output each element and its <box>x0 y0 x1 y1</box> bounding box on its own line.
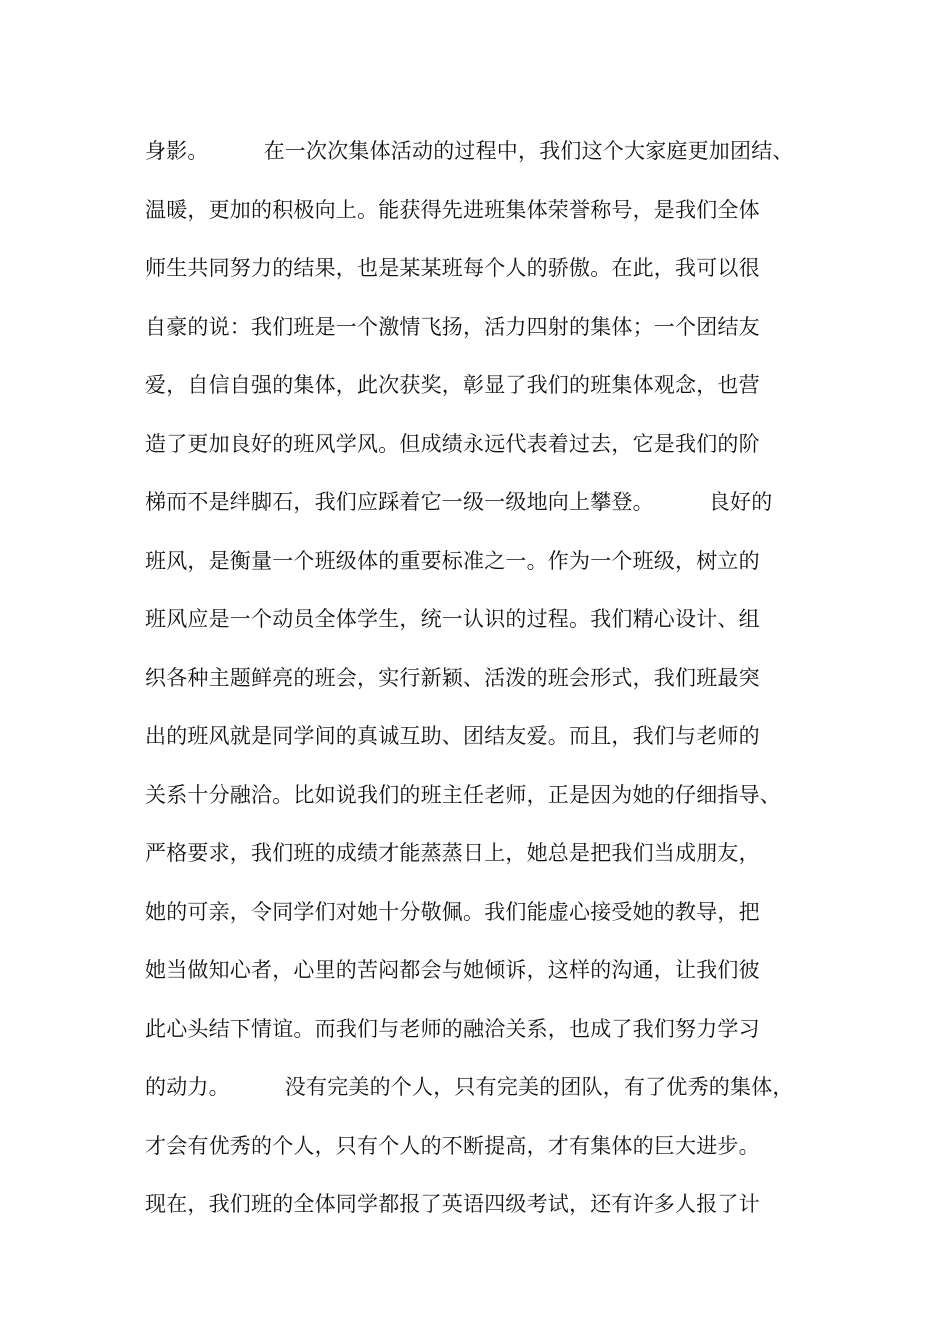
text-line-6: 造了更加良好的班风学风。但成绩永远代表着过去，它是我们的阶 <box>145 431 760 456</box>
text-line-15: 她当做知心者，心里的苦闷都会与她倾诉，这样的沟通，让我们彼 <box>145 958 760 982</box>
text-line-3: 师生共同努力的结果，也是某某班每个人的骄傲。在此，我可以很 <box>145 256 760 280</box>
text-line-10: 织各种主题鲜亮的班会，实行新颖、活泼的班会形式，我们班最突 <box>145 665 760 690</box>
text-line-2: 温暖，更加的积极向上。能获得先进班集体荣誉称号，是我们全体 <box>145 197 760 222</box>
text-line-19: 现在，我们班的全体同学都报了英语四级考试，还有许多人报了计 <box>145 1192 760 1216</box>
text-line-4: 自豪的说：我们班是一个激情飞扬，活力四射的集体；一个团结友 <box>145 314 760 339</box>
text-line-5: 爱，自信自强的集体，此次获奖，彰显了我们的班集体观念，也营 <box>145 373 760 397</box>
text-line-1: 身影。 在一次次集体活动的过程中，我们这个大家庭更加团结、 <box>145 139 794 163</box>
text-line-14: 她的可亲，令同学们对她十分敬佩。我们能虚心接受她的教导，把 <box>145 899 760 924</box>
text-line-12: 关系十分融洽。比如说我们的班主任老师，正是因为她的仔细指导、 <box>145 782 781 807</box>
text-line-16: 此心头结下情谊。而我们与老师的融洽关系，也成了我们努力学习 <box>145 1016 760 1041</box>
text-line-7: 梯而不是绊脚石，我们应踩着它一级一级地向上攀登。 良好的 <box>145 490 773 514</box>
text-line-17: 的动力。 没有完美的个人，只有完美的团队，有了优秀的集体， <box>145 1075 794 1099</box>
text-line-8: 班风，是衡量一个班级体的重要标准之一。作为一个班级，树立的 <box>145 548 760 573</box>
text-line-11: 出的班风就是同学间的真诚互助、团结友爱。而且，我们与老师的 <box>145 724 760 748</box>
text-line-9: 班风应是一个动员全体学生，统一认识的过程。我们精心设计、组 <box>145 607 760 631</box>
text-line-18: 才会有优秀的个人，只有个人的不断提高，才有集体的巨大进步。 <box>145 1133 760 1158</box>
body-text <box>145 131 835 1243</box>
text-line-13: 严格要求，我们班的成绩才能蒸蒸日上，她总是把我们当成朋友， <box>145 841 760 865</box>
